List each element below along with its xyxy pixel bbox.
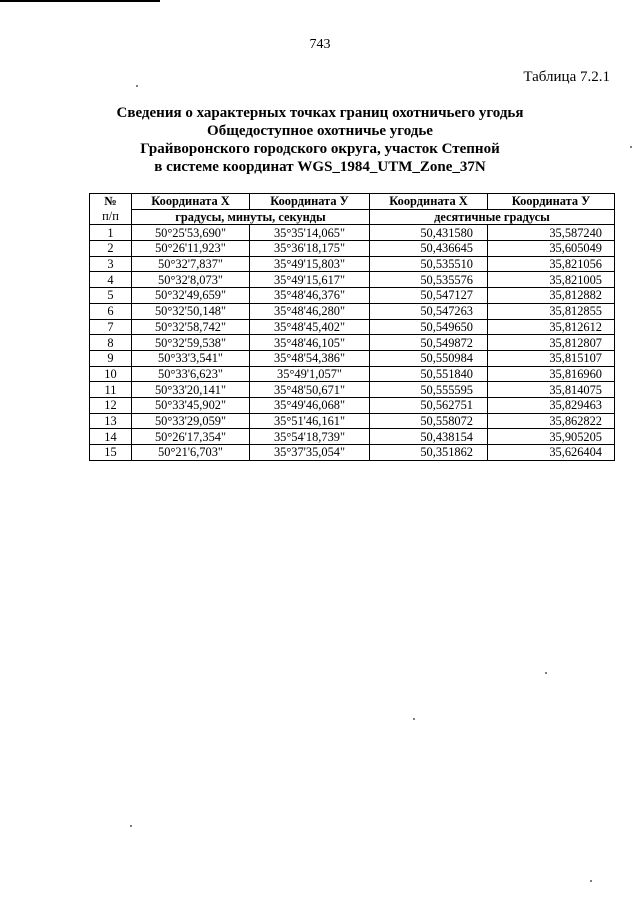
cell-coord-x: 50°32'58,742" [132,319,250,335]
cell-coord-y-decimal: 35,816960 [488,366,615,382]
cell-coord-x-decimal: 50,551840 [370,366,488,382]
cell-coord-x: 50°33'20,141" [132,382,250,398]
cell-coord-y: 35°48'46,105" [250,335,370,351]
table-label: Таблица 7.2.1 [523,69,610,85]
table-row [90,397,615,413]
cell-coord-x: 50°32'59,538" [132,335,250,351]
cell-coord-x: 50°21'6,703" [132,445,250,461]
cell-coord-x-decimal: 50,351862 [370,445,488,461]
cell-coord-y-decimal: 35,829463 [488,397,615,413]
title-line-4: в системе координат WGS_1984_UTM_Zone_37N [154,159,486,175]
scan-speck [136,85,138,87]
coordinates-table-container [89,193,614,461]
header-number [90,194,132,225]
table-row [90,303,615,319]
cell-coord-x-decimal: 50,550984 [370,350,488,366]
cell-coord-y: 35°37'35,054" [250,445,370,461]
header-unit-dms: градусы, минуты, секунды [132,209,370,225]
table-body [90,225,615,460]
row-number: 9 [90,350,132,366]
cell-coord-y-decimal: 35,812882 [488,288,615,304]
cell-coord-x-decimal: 50,549650 [370,319,488,335]
cell-coord-y: 35°48'54,386" [250,350,370,366]
cell-coord-y-decimal: 35,605049 [488,241,615,257]
table-row [90,256,615,272]
cell-coord-y: 35°48'50,671" [250,382,370,398]
coordinates-table [89,193,615,461]
cell-coord-y-decimal: 35,626404 [488,445,615,461]
cell-coord-x-decimal: 50,562751 [370,397,488,413]
cell-coord-x-decimal: 50,555595 [370,382,488,398]
header-coord-y-decimal: Координата У [488,194,615,210]
header-unit-decimal: десятичные градусы [370,209,615,225]
table-row [90,429,615,445]
header-coord-x: Координата Х [132,194,250,210]
row-number: 12 [90,397,132,413]
cell-coord-y-decimal: 35,812612 [488,319,615,335]
table-row [90,382,615,398]
cell-coord-y-decimal: 35,587240 [488,225,615,241]
cell-coord-y-decimal: 35,815107 [488,350,615,366]
cell-coord-y-decimal: 35,821005 [488,272,615,288]
top-rule [0,0,160,2]
row-number: 11 [90,382,132,398]
cell-coord-x: 50°33'3,541" [132,350,250,366]
table-row [90,350,615,366]
cell-coord-x: 50°32'7,837" [132,256,250,272]
cell-coord-x-decimal: 50,549872 [370,335,488,351]
cell-coord-y: 35°35'14,065" [250,225,370,241]
row-number: 1 [90,225,132,241]
cell-coord-x-decimal: 50,535510 [370,256,488,272]
cell-coord-x: 50°32'49,659" [132,288,250,304]
cell-coord-y: 35°48'46,376" [250,288,370,304]
row-number: 2 [90,241,132,257]
cell-coord-y: 35°49'15,803" [250,256,370,272]
cell-coord-x: 50°33'29,059" [132,413,250,429]
row-number: 14 [90,429,132,445]
cell-coord-x-decimal: 50,431580 [370,225,488,241]
cell-coord-x: 50°32'8,073" [132,272,250,288]
title-line-3: Грайворонского городского округа, участок Степной [140,141,500,157]
table-row [90,445,615,461]
cell-coord-y: 35°49'15,617" [250,272,370,288]
cell-coord-y-decimal: 35,814075 [488,382,615,398]
header-row-1 [90,194,615,210]
header-number-bottom: п/п [102,209,119,224]
cell-coord-y-decimal: 35,821056 [488,256,615,272]
row-number: 3 [90,256,132,272]
scan-speck [413,718,415,720]
table-row [90,413,615,429]
row-number: 15 [90,445,132,461]
document-title [0,104,640,176]
row-number: 8 [90,335,132,351]
table-row [90,241,615,257]
table-row [90,225,615,241]
table-row [90,335,615,351]
header-coord-y: Координата У [250,194,370,210]
cell-coord-y: 35°48'46,280" [250,303,370,319]
cell-coord-x: 50°32'50,148" [132,303,250,319]
cell-coord-x-decimal: 50,547127 [370,288,488,304]
page-number: 743 [309,37,331,52]
cell-coord-x: 50°26'11,923" [132,241,250,257]
title-line-1: Сведения о характерных точках границ охотничьего угодья [116,105,524,121]
cell-coord-y: 35°54'18,739" [250,429,370,445]
row-number: 13 [90,413,132,429]
header-row-2 [90,209,615,225]
cell-coord-y: 35°49'46,068" [250,397,370,413]
row-number: 4 [90,272,132,288]
cell-coord-x-decimal: 50,558072 [370,413,488,429]
cell-coord-y: 35°36'18,175" [250,241,370,257]
cell-coord-y-decimal: 35,862822 [488,413,615,429]
cell-coord-x: 50°25'53,690" [132,225,250,241]
scan-speck [130,825,132,827]
cell-coord-x-decimal: 50,535576 [370,272,488,288]
cell-coord-y: 35°49'1,057" [250,366,370,382]
cell-coord-x: 50°33'45,902" [132,397,250,413]
scan-speck [630,146,632,148]
title-line-2: Общедоступное охотничье угодье [207,123,433,139]
cell-coord-x-decimal: 50,547263 [370,303,488,319]
cell-coord-x: 50°26'17,354" [132,429,250,445]
table-row [90,272,615,288]
scan-speck [545,672,547,674]
cell-coord-x-decimal: 50,436645 [370,241,488,257]
table-row [90,319,615,335]
row-number: 6 [90,303,132,319]
row-number: 10 [90,366,132,382]
cell-coord-y-decimal: 35,812855 [488,303,615,319]
cell-coord-x-decimal: 50,438154 [370,429,488,445]
table-row [90,366,615,382]
cell-coord-y-decimal: 35,905205 [488,429,615,445]
row-number: 7 [90,319,132,335]
cell-coord-x: 50°33'6,623" [132,366,250,382]
header-number-top: № [104,194,117,209]
scan-speck [590,880,592,882]
cell-coord-y: 35°48'45,402" [250,319,370,335]
cell-coord-y: 35°51'46,161" [250,413,370,429]
cell-coord-y-decimal: 35,812807 [488,335,615,351]
header-coord-x-decimal: Координата Х [370,194,488,210]
table-row [90,288,615,304]
row-number: 5 [90,288,132,304]
